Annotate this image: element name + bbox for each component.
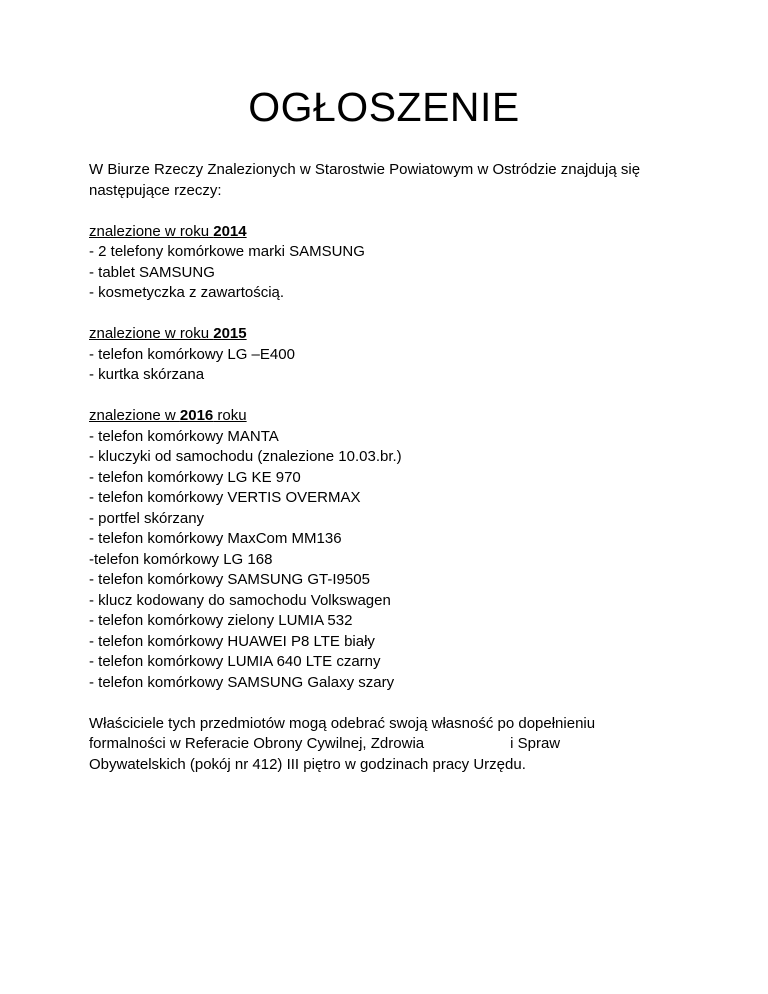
list-item: -telefon komórkowy LG 168: [89, 550, 273, 568]
heading-year: 2016: [179, 407, 214, 424]
list-item: - portfel skórzany: [89, 509, 205, 527]
list-item: - 2 telefony komórkowe marki SAMSUNG: [89, 243, 365, 260]
list-item: - telefon komórkowy HUAWEI P8 LTE biały: [89, 632, 375, 650]
list-item: - kluczyki od samochodu (znalezione 10.03.br.): [89, 448, 402, 465]
list-item: - telefon komórkowy LUMIA 640 LTE czarny: [89, 653, 381, 670]
list-item: - telefon komórkowy SAMSUNG GT-I9505: [89, 571, 370, 588]
list-item: - kurtka skórzana: [89, 366, 205, 383]
section-heading-2016: [89, 406, 689, 427]
list-item: - klucz kodowany do samochodu Volkswagen: [89, 591, 391, 609]
heading-text: znalezione w roku: [89, 325, 214, 342]
list-item: - telefon komórkowy VERTIS OVERMAX: [89, 489, 361, 506]
heading-year: 2015: [213, 325, 247, 342]
section-heading-2014: [89, 222, 689, 243]
list-item: - telefon komórkowy zielony LUMIA 532: [89, 612, 353, 629]
heading-year: 2014: [213, 222, 247, 240]
page-title: OGŁOSZENIE: [248, 84, 520, 130]
list-item: - kosmetyczka z zawartością.: [89, 284, 285, 301]
intro-paragraph: W Biurze Rzeczy Znalezionych w Starostwie Powiatowym w Ostródzie znajdują się następujące rzeczy:: [89, 161, 641, 199]
section-2016: [89, 406, 689, 693]
heading-suffix: roku: [213, 407, 247, 424]
list-item: - telefon komórkowy LG KE 970: [89, 468, 301, 486]
heading-text: znalezione w: [89, 407, 180, 424]
list-item: - telefon komórkowy MANTA: [89, 427, 279, 445]
section-2014: [89, 222, 689, 304]
list-item: - tablet SAMSUNG: [89, 263, 215, 281]
list-item: - telefon komórkowy MaxCom MM136: [89, 530, 342, 547]
list-item: - telefon komórkowy LG –E400: [89, 345, 295, 363]
closing-line: Właściciele tych przedmiotów mogą odebrać swoją własność po dopełnieniu: [89, 714, 596, 732]
section-2015: [89, 324, 689, 386]
document-body: [89, 160, 689, 775]
closing-paragraph: [89, 714, 689, 776]
closing-line: Obywatelskich (pokój nr 412) III piętro w godzinach pracy Urzędu.: [89, 755, 526, 773]
heading-text: znalezione w roku: [89, 222, 214, 240]
closing-line-part: i Spraw: [510, 735, 561, 752]
closing-line: [89, 734, 689, 755]
section-heading-2015: [89, 324, 689, 345]
list-item: - telefon komórkowy SAMSUNG Galaxy szary: [89, 673, 395, 691]
closing-line-part: formalności w Referacie Obrony Cywilnej, Zdrowia: [89, 735, 425, 752]
